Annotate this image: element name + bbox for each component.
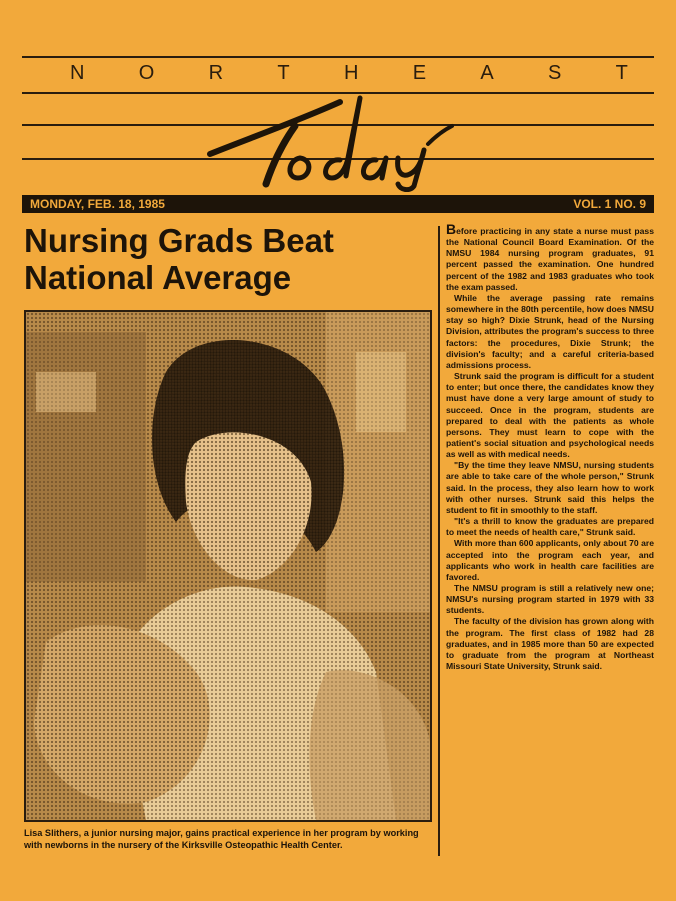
drop-cap: B: [446, 224, 457, 237]
masthead-letter: N: [70, 62, 87, 84]
photo-caption: Lisa Slithers, a junior nursing major, gains practical experience in her program by working with newborns in the nursery of the Kirksville Osteopathic Health Center.: [24, 828, 419, 850]
masthead-letter: R: [208, 62, 226, 84]
column-rule: [438, 226, 440, 856]
issue-volume: VOL. 1 NO. 9: [573, 197, 646, 211]
masthead-letter: E: [412, 62, 429, 84]
article-paragraph: "By the time they leave NMSU, nursing students are able to take care of the whole person," Strunk said. In the process, they also learn how to work with other nurses. Strunk said this helps the student to fit in smoothly to the staff.: [446, 460, 654, 515]
article-text: efore practicing in any state a nurse must pass the National Council Board Examination. Of the NMSU 1984 nursing program graduates, 91 percent passed the examination. One hundred percent of the 1982 and 1983 graduates who took the exam passed.: [446, 226, 654, 292]
news-photo: [24, 310, 432, 822]
issue-date: MONDAY, FEB. 18, 1985: [30, 197, 165, 211]
masthead-letter: T: [615, 62, 630, 84]
masthead-letter: T: [277, 62, 292, 84]
article-paragraph: While the average passing rate remains somewhere in the 80th percentile, how does NMSU stay so high? Dixie Strunk, head of the Nursing Division, attributes the program's success to three factors: the procedures, Dixie Strunk; the division's faculty; and a careful criteria-based admissions process.: [446, 292, 654, 370]
masthead-letter: O: [138, 62, 157, 84]
headline: Nursing Grads Beat National Average: [24, 222, 334, 296]
article-paragraph: "It's a thrill to know the graduates are prepared to meet the needs of health care," Strunk said.: [446, 516, 654, 538]
dateline-bar: [22, 195, 654, 213]
article-body: [446, 224, 654, 850]
article-paragraph: With more than 600 applicants, only about 70 are accepted into the program each year, and applicants who work in health care facilities are favored.: [446, 538, 654, 582]
masthead-letter: A: [480, 62, 496, 84]
article-paragraph: The NMSU program is still a relatively new one; NMSU's nursing program started in 1979 with 33 students.: [446, 583, 654, 616]
article-paragraph: Strunk said the program is difficult for a student to enter; but once there, the candidates know they must have done a very large amount of study to succeed. Once in the program, students are prepared to deal with the patients as whole persons. They must learn to cope with the patient's social situation and psychological needs as well as with medical needs.: [446, 371, 654, 460]
article-paragraph: [446, 224, 654, 293]
masthead-letter: H: [343, 62, 361, 84]
masthead-letter: S: [548, 62, 564, 84]
today-script-logo: [200, 80, 460, 192]
article-paragraph: The faculty of the division has grown along with the program. The first class of 1982 had 28 graduates, and in 1985 more than 50 are expected to graduate from the program at Northeast Missouri State University, Strunk said.: [446, 616, 654, 672]
masthead-rule-top: [22, 56, 654, 58]
